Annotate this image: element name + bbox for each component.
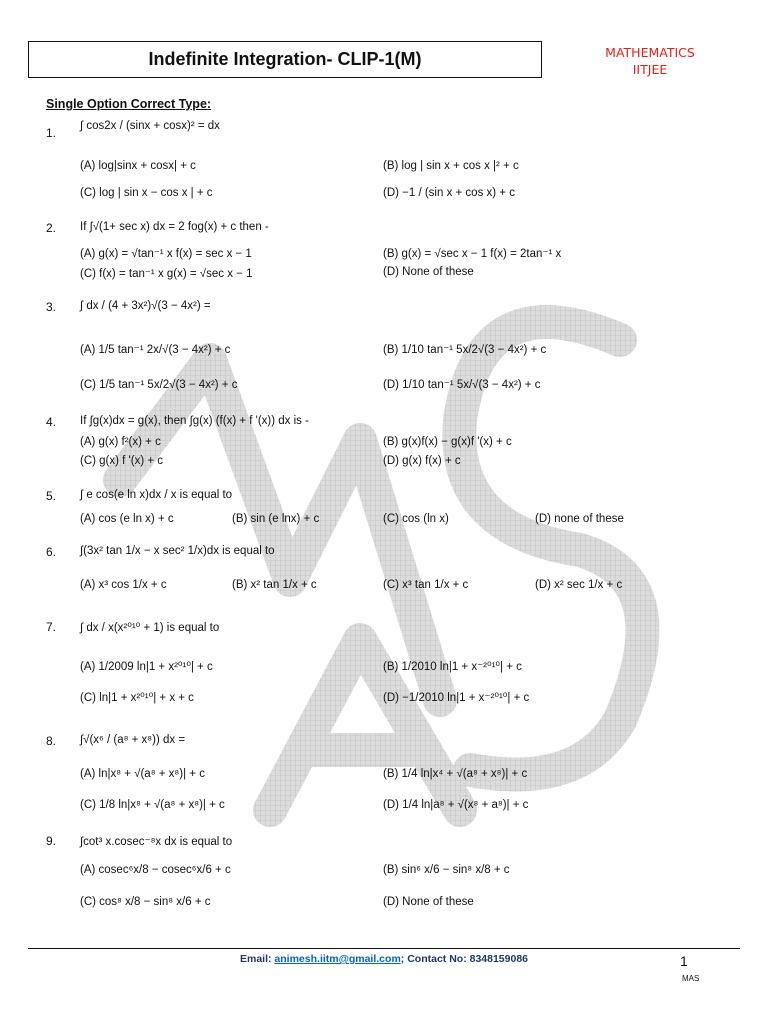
page-number: 1 [680,953,688,969]
option-d: (D) −1 / (sin x + cos x) + c [383,187,515,199]
option-c: (C) f(x) = tan⁻¹ x g(x) = √sec x − 1 [80,268,253,280]
option-b: (B) g(x) = √sec x − 1 f(x) = 2tan⁻¹ x [383,248,562,260]
email-link[interactable]: animesh.iitm@gmail.com [274,953,401,965]
option-c: (C) 1/5 tan⁻¹ 5x/2√(3 − 4x²) + c [80,379,238,391]
option-a: (A) x³ cos 1/x + c [80,579,167,591]
page-title: Indefinite Integration- CLIP-1(M) [28,41,542,78]
question-stem: ∫ dx / (4 + 3x²)√(3 − 4x²) = [80,300,211,312]
question-number: 6. [46,545,57,559]
question-number: 8. [46,734,57,748]
option-b: (B) g(x)f(x) − g(x)f '(x) + c [383,436,512,448]
option-b: (B) x² tan 1/x + c [232,579,317,591]
option-c: (C) 1/8 ln|x⁸ + √(a⁸ + x⁸)| + c [80,799,225,811]
question-number: 5. [46,489,57,503]
option-a: (A) cos (e ln x) + c [80,513,174,525]
question-stem: ∫√(x⁶ / (a⁸ + x⁸)) dx = [80,734,186,746]
option-a: (A) log|sinx + cosx| + c [80,160,196,172]
brand-subject: MATHEMATICS [605,45,695,60]
option-c: (C) g(x) f '(x) + c [80,455,164,467]
option-a: (A) 1/2009 ln|1 + x²⁰¹⁰| + c [80,661,213,673]
option-a: (A) g(x) f²(x) + c [80,436,161,448]
option-a: (A) ln|x⁸ + √(a⁸ + x⁸)| + c [80,768,205,780]
option-d: (D) None of these [383,896,474,908]
question-number: 3. [46,300,57,314]
question-number: 7. [46,620,57,634]
option-c: (C) log | sin x − cos x | + c [80,187,213,199]
option-d: (D) 1/4 ln|a⁸ + √(x⁸ + a⁸)| + c [383,799,529,811]
question-stem: If ∫√(1+ sec x) dx = 2 fog(x) + c then - [80,221,269,233]
question-number: 4. [46,415,57,429]
option-b: (B) sin⁶ x/6 − sin⁸ x/8 + c [383,864,510,876]
option-c: (C) cos (ln x) [383,513,449,525]
option-b: (B) 1/10 tan⁻¹ 5x/2√(3 − 4x²) + c [383,344,547,356]
option-c: (C) cos⁸ x/8 − sin⁸ x/6 + c [80,896,211,908]
option-a: (A) cosec⁶x/8 − cosec⁶x/6 + c [80,864,231,876]
footer-divider [28,948,740,949]
option-b: (B) log | sin x + cos x |² + c [383,160,519,172]
question-stem: ∫(3x² tan 1/x − x sec² 1/x)dx is equal to [80,545,275,557]
question-stem: ∫ cos2x / (sinx + cosx)² = dx [80,120,220,132]
brand [580,44,720,78]
section-title: Single Option Correct Type: [46,97,212,111]
option-b: (B) sin (e lnx) + c [232,513,320,525]
question-number: 1. [46,126,57,140]
question-number: 9. [46,834,57,848]
option-d: (D) −1/2010 ln|1 + x⁻²⁰¹⁰| + c [383,692,530,704]
option-c: (C) ln|1 + x²⁰¹⁰| + x + c [80,692,194,704]
question-stem: ∫cot³ x.cosec⁻⁸x dx is equal to [80,836,233,848]
option-d: (D) none of these [535,513,624,525]
question-stem: ∫ e cos(e ln x)dx / x is equal to [80,489,233,501]
option-a: (A) g(x) = √tan⁻¹ x f(x) = sec x − 1 [80,248,252,260]
option-a: (A) 1/5 tan⁻¹ 2x/√(3 − 4x²) + c [80,344,231,356]
option-c: (C) x³ tan 1/x + c [383,579,469,591]
question-stem: If ∫g(x)dx = g(x), then ∫g(x) (f(x) + f '(x)) dx is - [80,415,309,427]
question-number: 2. [46,221,57,235]
brand-exam: IITJEE [632,62,668,77]
option-d: (D) g(x) f(x) + c [383,455,461,467]
option-d: (D) 1/10 tan⁻¹ 5x/√(3 − 4x²) + c [383,379,541,391]
question-stem: ∫ dx / x(x²⁰¹⁰ + 1) is equal to [80,622,220,634]
footer-contact [0,953,768,965]
option-b: (B) 1/4 ln|x⁴ + √(a⁸ + x⁸)| + c [383,768,528,780]
option-d: (D) x² sec 1/x + c [535,579,623,591]
footer-contact-number: ; Contact No: 8348159086 [400,953,529,965]
footer-email-label: Email: [239,953,275,965]
option-b: (B) 1/2010 ln|1 + x⁻²⁰¹⁰| + c [383,661,522,673]
option-d: (D) None of these [383,266,474,278]
page-tag: MAS [682,974,700,983]
